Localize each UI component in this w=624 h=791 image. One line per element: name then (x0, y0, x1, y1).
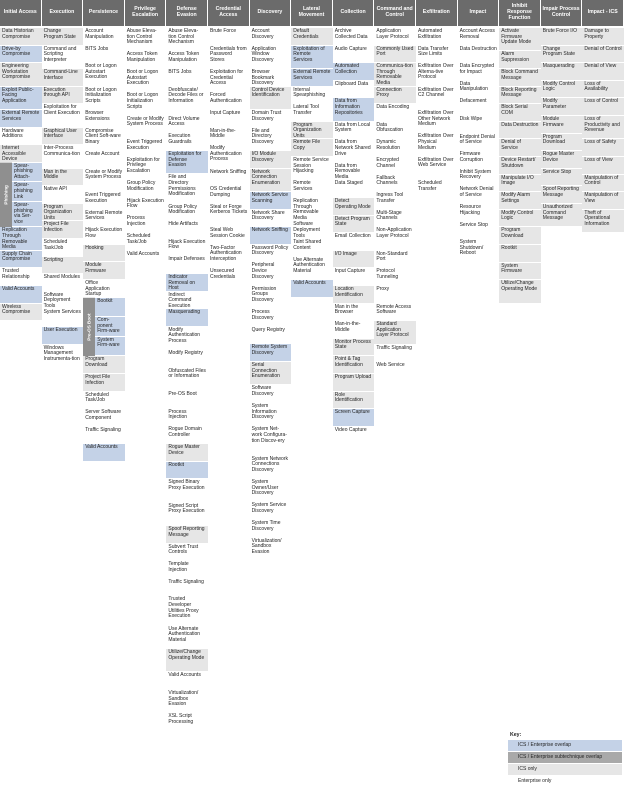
subtechnique-group-phishing: Phishing (0, 163, 12, 228)
technique-boot-or-logon-initialization-scripts: Boot or Logon Initialization Scripts (125, 92, 167, 115)
technique-domain-trust-discovery: Domain Trust Discovery (250, 110, 292, 128)
technique-use-alternate-authentication-material: Use Alternate Authentication Material (291, 257, 333, 280)
technique-hardware-additions: Hardware Additions (0, 128, 42, 146)
technique-bootkit: Bootkit (95, 298, 125, 318)
technique-data-from-information-repositories: Data from Information Repositories (333, 98, 375, 121)
technique-resource-hijacking: Resource Hijacking (458, 204, 500, 222)
technique-data-manipulation: Data Manipulation (458, 81, 500, 99)
technique-valid-accounts: Valid Accounts (125, 251, 167, 269)
technique-valid-accounts: Valid Accounts (166, 672, 208, 690)
technique-exfiltration-over-web-service: Exfiltration Over Web Service (416, 157, 458, 180)
technique-data-staged: Data Staged (333, 180, 375, 198)
technique-module-firmware: Module Firmware (541, 116, 583, 134)
technique-unsecured-credentials: Unsecured Credentials (208, 268, 250, 286)
technique-browser-extensions: Browser Extensions (83, 110, 125, 128)
technique-virtualization-sandbox-evasion: Virtualization/ Sandbox Evasion (250, 538, 292, 561)
technique-fallback-channels: Fallback Channels (374, 175, 416, 193)
technique-loss-of-control: Loss of Control (582, 98, 624, 116)
technique-software-deployment-tools: Software Deployment Tools (42, 292, 84, 310)
technique-replication-through-removable-media: Replication Through Removable Media (0, 227, 42, 250)
technique-command-line-interface: Command-Line Interface (42, 69, 84, 87)
technique-modify-alarm-settings: Modify Alarm Settings (499, 192, 541, 210)
technique-serial-connection-enumeration: Serial Connection Enumeration (250, 362, 292, 385)
technique-bits-jobs: BITS Jobs (83, 46, 125, 64)
technique-abuse-eleva-tion-control-mechanism: Abuse Eleva-tion Control Mechanism (166, 28, 208, 51)
technique-boot-or-logon-autostart-execution: Boot or Logon Autostart Execution (83, 63, 125, 86)
technique-denial-of-view: Denial of View (582, 63, 624, 81)
technique-program-organization-units: Program Organization Units (291, 122, 333, 140)
technique-masquerading: Masquerading (541, 63, 583, 81)
technique-lateral-tool-transfer: Lateral Tool Transfer (291, 104, 333, 122)
technique-screen-capture: Screen Capture (333, 409, 375, 427)
technique-hooking: Hooking (83, 245, 125, 263)
technique-exploit-public-facing-application: Exploit Public-Facing Application (0, 87, 42, 110)
technique-com-ponent-firm-ware: Com-ponent Firm-ware (95, 317, 125, 337)
technique-detect-program-state: Detect Program State (333, 216, 375, 234)
technique-default-credentials: Default Credentials (291, 28, 333, 46)
technique-man-in-the-middle: Man-in-the-Middle (208, 128, 250, 146)
technique-change-program-state: Change Program State (541, 46, 583, 64)
technique-device-restart-shutdown: Device Restart/ Shutdown (499, 157, 541, 175)
technique-virtualization-sandbox-evasion: Virtualization/ Sandbox Evasion (166, 690, 208, 713)
technique-hijack-execution-flow: Hijack Execution Flow (83, 227, 125, 245)
technique-application-layer-protocol: Application Layer Protocol (374, 28, 416, 46)
technique-execution-guardrails: Execution Guardrails (166, 133, 208, 151)
technique-monitor-process-state: Monitor Process State (333, 339, 375, 357)
technique-inhibit-system-recovery: Inhibit System Recovery (458, 169, 500, 187)
technique-rootkit: Rootkit (499, 245, 541, 263)
technique-xsl-script-processing: XSL Script Processing (166, 713, 208, 731)
column-header-collection: Collection (333, 0, 375, 26)
technique-external-remote-services: External Remote Services (0, 110, 42, 128)
technique-subvert-trust-controls: Subvert Trust Controls (166, 544, 208, 562)
technique-network-connection-enumeration: Network Connection Enumeration (250, 169, 292, 192)
technique-system-information-discovery: System Information Discovery (250, 403, 292, 426)
technique-template-injection: Template Injection (166, 561, 208, 579)
technique-exploitation-for-credential-access: Exploitation for Credential Access (208, 69, 250, 92)
technique-audio-capture: Audio Capture (333, 46, 375, 64)
technique-forced-authentication: Forced Authentication (208, 92, 250, 110)
technique-inter-process-communica-tion: Inter-Process Communica-tion (42, 145, 84, 168)
technique-data-encoding: Data Encoding (374, 104, 416, 122)
technique-web-service: Web Service (374, 362, 416, 380)
technique-boot-or-logon-autostart-execution: Boot or Logon Autostart Execution (125, 69, 167, 92)
technique-create-account: Create Account (83, 151, 125, 169)
technique-network-sniffing: Network Sniffing (208, 169, 250, 187)
technique-spoof-reporting-message: Spoof Reporting Message (166, 526, 208, 544)
technique-scheduled-task-job: Scheduled Task/Job (125, 233, 167, 251)
technique-account-discovery: Account Discovery (250, 28, 292, 46)
technique-software-deployment-tools: Software Deployment Tools (291, 221, 333, 239)
technique-exploitation-for-defense-evasion: Exploitation for Defense Evasion (166, 151, 208, 174)
technique-modify-authentication-process: Modify Authentication Process (208, 145, 250, 168)
technique-pre-os-boot: Pre-OS Boot (166, 391, 208, 409)
technique-exfiltration-over-alterna-tive-protocol: Exfiltration Over Alterna-tive Protocol (416, 63, 458, 86)
column-header-persistence: Persistence (83, 0, 125, 26)
technique-rogue-master-device: Rogue Master Device (166, 444, 208, 462)
technique-brute-force-i-o: Brute Force I/O (541, 28, 583, 46)
technique-internet-accessible-device: Internet Accessible Device (0, 145, 42, 163)
technique-program-download: Program Download (541, 134, 583, 152)
technique-standard-application-layer-protocol: Standard Application Layer Protocol (374, 321, 416, 344)
technique-group-policy-modification: Group Policy Modification (166, 204, 208, 222)
technique-scheduled-task-job: Scheduled Task/Job (42, 239, 84, 257)
legend-item-ics-only: ICS only (508, 764, 622, 775)
technique-scheduled-task-job: Scheduled Task/Job (83, 392, 125, 410)
technique-project-file-infection: Project File Infection (42, 221, 84, 239)
technique-data-encrypted-for-impact: Data Encrypted for Impact (458, 63, 500, 81)
technique-native-api: Native API (42, 186, 84, 204)
technique-exfiltration-over-c2-channel: Exfiltration Over C2 Channel (416, 87, 458, 110)
technique-steal-or-forge-kerberos-tickets: Steal or Forge Kerberos Tickets (208, 204, 250, 227)
technique-hijack-execution-flow: Hijack Execution Flow (166, 239, 208, 257)
technique-brute-force: Brute Force (208, 28, 250, 46)
technique-abuse-eleva-tion-control-mechanism: Abuse Eleva-tion Control Mechanism (125, 28, 167, 51)
technique-remote-service-session-hijacking: Remote Service Session Hijacking (291, 157, 333, 180)
technique-traffic-signaling: Traffic Signaling (83, 427, 125, 445)
technique-system-services: System Services (42, 309, 84, 327)
technique-remote-file-copy: Remote File Copy (291, 139, 333, 157)
technique-system-time-discovery: System Time Discovery (250, 520, 292, 538)
technique-alarm-suppression: Alarm Suppression (499, 51, 541, 69)
technique-system-firm-ware: System Firm-ware (95, 337, 125, 357)
technique-detect-operating-mode: Detect Operating Mode (333, 198, 375, 216)
technique-system-network-connections-discovery: System Network Connections Discovery (250, 456, 292, 479)
technique-event-triggered-execution: Event Triggered Execution (125, 139, 167, 157)
technique-dynamic-resolution: Dynamic Resolution (374, 139, 416, 157)
column-header-inhibit-response-function: Inhibit Response Function (499, 0, 541, 26)
technique-trusted-relationship: Trusted Relationship (0, 268, 42, 286)
technique-process-injection: Process Injection (125, 215, 167, 233)
technique-point-tag-identification: Point & Tag Identification (333, 356, 375, 374)
technique-activate-firmware-update-mode: Activate Firmware Update Mode (499, 28, 541, 51)
technique-program-download: Program Download (499, 227, 541, 245)
technique-supply-chain-compromise: Supply Chain Compromise (0, 251, 42, 269)
technique-process-discovery: Process Discovery (250, 309, 292, 327)
technique-software-discovery: Software Discovery (250, 385, 292, 403)
technique-trusted-developer-utilities-proxy-execution: Trusted Developer Utilities Proxy Execution (166, 596, 208, 625)
technique-bits-jobs: BITS Jobs (166, 69, 208, 87)
technique-input-capture: Input Capture (333, 268, 375, 286)
technique-i-o-image: I/O Image (333, 251, 375, 269)
technique-user-execution: User Execution (42, 327, 84, 345)
technique-file-and-directory-discovery: File and Directory Discovery (250, 128, 292, 151)
legend-item-enterprise-only: Enterprise only (508, 776, 622, 787)
technique-utilize-change-operating-mode: Utilize/Change Operating Mode (499, 280, 541, 303)
technique-network-service-scanning: Network Service Scanning (250, 192, 292, 210)
technique-modify-registry: Modify Registry (166, 350, 208, 368)
technique-proxy: Proxy (374, 286, 416, 304)
technique-system-firmware: System Firmware (499, 263, 541, 281)
technique-direct-volume-access: Direct Volume Access (166, 116, 208, 134)
technique-data-transfer-size-limits: Data Transfer Size Limits (416, 46, 458, 64)
technique-spear-phishing-link: Spear-phishing Link (12, 182, 42, 202)
column-header-impact: Impact (458, 0, 500, 26)
technique-spear-phishing-via-ser-vice: Spear-phishing via Ser-vice (12, 202, 42, 227)
technique-steal-web-session-cookie: Steal Web Session Cookie (208, 227, 250, 245)
technique-spear-phishing-attach-ment: Spear-phishing Attach- (12, 163, 42, 183)
column-header-execution: Execution (42, 0, 84, 26)
technique-external-remote-services: External Remote Services (83, 210, 125, 228)
legend-item-subtechnique-overlap: ICS / Enterprise subtechnique overlap (508, 752, 622, 763)
technique-communica-tion-through-removable-media: Communica-tion Through Removable Media (374, 63, 416, 86)
technique-service-stop: Service Stop (541, 169, 583, 187)
technique-block-reporting-message: Block Reporting Message (499, 87, 541, 105)
technique-boot-or-logon-initialization-scripts: Boot or Logon Initialization Scripts (83, 87, 125, 110)
technique-change-program-state: Change Program State (42, 28, 84, 46)
technique-protocol-tunneling: Protocol Tunneling (374, 268, 416, 286)
technique-commonly-used-port: Commonly Used Port (374, 46, 416, 64)
technique-impair-defenses: Impair Defenses (166, 256, 208, 274)
technique-permission-groups-discovery: Permission Groups Discovery (250, 286, 292, 309)
technique-process-injection: Process Injection (166, 409, 208, 427)
technique-modify-control-logic: Modify Control Logic (541, 81, 583, 99)
technique-hide-artifacts: Hide Artifacts (166, 221, 208, 239)
technique-input-capture: Input Capture (208, 110, 250, 128)
technique-clipboard-data: Clipboard Data (333, 81, 375, 99)
column-header-impact-ics: Impact - ICS (582, 0, 624, 26)
technique-archive-collected-data: Archive Collected Data (333, 28, 375, 46)
technique-automated-exfiltration: Automated Exfiltration (416, 28, 458, 46)
technique-exploitation-for-client-execution: Exploitation for Client Execution (42, 104, 84, 127)
technique-network-share-discovery: Network Share Discovery (250, 210, 292, 228)
technique-damage-to-property: Damage to Property (582, 28, 624, 46)
technique-theft-of-operational-information: Theft of Operational Information (582, 210, 624, 233)
technique-access-token-manipulation: Access Token Manipulation (125, 51, 167, 69)
technique-indirect-command-execution: Indirect Command Execution (166, 292, 208, 310)
technique-execution-through-api: Execution through API (42, 87, 84, 105)
technique-compromise-client-soft-ware-binary: Compromise Client Soft-ware Binary (83, 128, 125, 151)
technique-account-manipulation: Account Manipulation (83, 28, 125, 46)
technique-traffic-signaling: Traffic Signaling (166, 579, 208, 597)
technique-replication-through-removable-media: Replication Through Removable Media (291, 198, 333, 221)
technique-program-download: Program Download (83, 356, 125, 374)
technique-spoof-reporting-message: Spoof Reporting Message (541, 186, 583, 204)
technique-encrypted-channel: Encrypted Channel (374, 157, 416, 175)
technique-obfuscated-files-or-information: Obfuscated Files or Information (166, 368, 208, 391)
technique-loss-of-productivity-and-revenue: Loss of Productivity and Revenue (582, 116, 624, 139)
technique-modify-parameter: Modify Parameter (541, 98, 583, 116)
technique-exploitation-for-privilege-escalation: Exploitation for Privilege Escalation (125, 157, 167, 180)
legend-item-overlap: ICS / Enterprise overlap (508, 740, 622, 751)
technique-endpoint-denial-of-service: Endpoint Denial of Service (458, 134, 500, 152)
technique-remote-services: Remote Services (291, 180, 333, 198)
technique-query-registry: Query Registry (250, 327, 292, 345)
column-header-defense-evasion: Defense Evasion (166, 0, 208, 26)
technique-project-file-infection: Project File Infection (83, 374, 125, 392)
technique-valid-accounts: Valid Accounts (291, 280, 333, 298)
technique-rootkit: Rootkit (166, 462, 208, 480)
technique-deobfuscate-decode-files-or-information: Deobfuscate/ Decode Files or Information (166, 87, 208, 116)
technique-hijack-execution-flow: Hijack Execution Flow (125, 198, 167, 216)
technique-program-organization-units: Program Organization Units (42, 204, 84, 222)
legend-title: Key: (510, 732, 522, 738)
technique-firmware-corruption: Firmware Corruption (458, 151, 500, 169)
technique-loss-of-safety: Loss of Safety (582, 139, 624, 157)
technique-wireless-compromise: Wireless Compromise (0, 304, 42, 322)
technique-man-in-the-middle: Man-in-the-Middle (333, 321, 375, 339)
technique-scripting: Scripting (42, 257, 84, 275)
technique-role-identification: Role Identification (333, 392, 375, 410)
technique-office-application-startup: Office Application Startup (83, 280, 125, 298)
technique-modify-authentication-process: Modify Authentication Process (166, 327, 208, 350)
technique-block-command-message: Block Command Message (499, 69, 541, 87)
technique-system-owner-user-discovery: System Owner/User Discovery (250, 479, 292, 502)
technique-automated-collection: Automated Collection (333, 63, 375, 81)
technique-application-window-discovery: Application Window Discovery (250, 46, 292, 69)
technique-data-destruction: Data Destruction (458, 46, 500, 64)
column-header-privilege-escalation: Privilege Escalation (125, 0, 167, 26)
technique-block-serial-com: Block Serial COM (499, 104, 541, 122)
technique-peripheral-device-discovery: Peripheral Device Discovery (250, 262, 292, 285)
technique-system-net-work-configura-tion-discov-ery: System Net-work Configura-tion Discov-ery (250, 426, 292, 455)
technique-event-triggered-execution: Event Triggered Execution (83, 192, 125, 210)
technique-group-policy-modification: Group Policy Modification (125, 180, 167, 198)
technique-man-in-the-browser: Man in the Browser (333, 304, 375, 322)
column-header-discovery: Discovery (250, 0, 292, 26)
technique-non-standard-port: Non-Standard Port (374, 251, 416, 269)
technique-indicator-removal-on-host: Indicator Removal on Host (166, 274, 208, 292)
technique-video-capture: Video Capture (333, 427, 375, 445)
technique-ingress-tool-transfer: Ingress Tool Transfer (374, 192, 416, 210)
technique-two-factor-authentication-interception: Two-Factor Authentication Interception (208, 245, 250, 268)
technique-manipulation-of-view: Manipulation of View (582, 192, 624, 210)
technique-loss-of-view: Loss of View (582, 157, 624, 175)
technique-taint-shared-content: Taint Shared Content (291, 239, 333, 257)
technique-remote-access-software: Remote Access Software (374, 304, 416, 322)
technique-non-application-layer-protocol: Non-Application Layer Protocol (374, 227, 416, 250)
technique-data-from-local-system: Data from Local System (333, 122, 375, 140)
technique-network-sniffing: Network Sniffing (250, 227, 292, 245)
technique-exfiltration-over-other-network-medium: Exfiltration Over Other Network Medium (416, 110, 458, 133)
technique-server-software-component: Server Software Component (83, 409, 125, 427)
technique-drive-by-compromise: Drive-by Compromise (0, 46, 42, 64)
technique-signed-binary-proxy-execution: Signed Binary Proxy Execution (166, 479, 208, 502)
technique-data-obfuscation: Data Obfuscation (374, 122, 416, 140)
technique-graphical-user-interface: Graphical User Interface (42, 128, 84, 146)
technique-module-firmware: Module Firmware (83, 262, 125, 280)
technique-credentials-from-password-stores: Credentials from Password Stores (208, 46, 250, 69)
technique-valid-accounts: Valid Accounts (0, 286, 42, 304)
technique-defacement: Defacement (458, 98, 500, 116)
technique-browser-bookmark-discovery: Browser Bookmark Discovery (250, 69, 292, 87)
technique-disk-wipe: Disk Wipe (458, 116, 500, 134)
technique-modify-control-logic: Modify Control Logic (499, 210, 541, 228)
technique-shared-modules: Shared Modules (42, 274, 84, 292)
technique-network-denial-of-service: Network Denial of Service (458, 186, 500, 204)
technique-data-destruction: Data Destruction (499, 122, 541, 140)
technique-file-and-directory-permissions-modification: File and Directory Permissions Modification (166, 174, 208, 203)
technique-exploitation-of-remote-services: Exploitation of Remote Services (291, 46, 333, 69)
column-header-credential-access: Credential Access (208, 0, 250, 26)
technique-password-policy-discovery: Password Policy Discovery (250, 245, 292, 263)
technique-i-o-module-discovery: I/O Module Discovery (250, 151, 292, 169)
technique-multi-stage-channels: Multi-Stage Channels (374, 210, 416, 228)
technique-data-from-removable-media: Data from Removable Media (333, 163, 375, 181)
technique-remote-system-discovery: Remote System Discovery (250, 344, 292, 362)
technique-manipulate-i-o-image: Manipulate I/O Image (499, 175, 541, 193)
technique-use-alternate-authentication-material: Use Alternate Authentication Material (166, 626, 208, 649)
column-header-impair-process-control: Impair Process Control (541, 0, 583, 26)
technique-loss-of-availability: Loss of Availability (582, 81, 624, 99)
technique-valid-accounts: Valid Accounts (83, 444, 125, 462)
technique-signed-script-proxy-execution: Signed Script Proxy Execution (166, 503, 208, 526)
technique-connection-proxy: Connection Proxy (374, 87, 416, 105)
technique-rogue-master-device: Rogue Master Device (541, 151, 583, 169)
legend (508, 731, 622, 787)
technique-data-from-network-shared-drive: Data from Network Shared Drive (333, 139, 375, 162)
technique-location-identification: Location Identification (333, 286, 375, 304)
technique-denial-of-service: Denial of Service (499, 139, 541, 157)
technique-windows-management-instrumenta-tion: Windows Management Instrumenta-tion (42, 345, 84, 368)
technique-os-credential-dumping: OS Credential Dumping (208, 186, 250, 204)
technique-man-in-the-middle: Man in the Middle (42, 169, 84, 187)
technique-utilize-change-operating-mode: Utilize/Change Operating Mode (166, 649, 208, 672)
technique-exfiltration-over-physical-medium: Exfiltration Over Physical Medium (416, 133, 458, 156)
technique-service-stop: Service Stop (458, 222, 500, 240)
technique-engineering-workstation-compromise: Engineering Workstation Compromise (0, 63, 42, 86)
technique-external-remote-services: External Remote Services (291, 69, 333, 87)
technique-masquerading: Masquerading (166, 309, 208, 327)
column-header-exfiltration: Exfiltration (416, 0, 458, 26)
technique-scheduled-transfer: Scheduled Transfer (416, 180, 458, 198)
technique-manipulation-of-control: Manipulation of Control (582, 175, 624, 193)
technique-command-and-scripting-interpreter: Command and Scripting Interpreter (42, 46, 84, 69)
technique-system-shutdown-reboot: System Shutdown/ Reboot (458, 239, 500, 257)
technique-program-upload: Program Upload (333, 374, 375, 392)
column-header-initial-access: Initial Access (0, 0, 42, 26)
technique-access-token-manipulation: Access Token Manipulation (166, 51, 208, 69)
technique-rogue-domain-controller: Rogue Domain Controller (166, 426, 208, 444)
technique-data-historian-compromise: Data Historian Compromise (0, 28, 42, 46)
column-header-lateral-movement: Lateral Movement (291, 0, 333, 26)
technique-internal-spearphishing: Internal Spearphishing (291, 87, 333, 105)
technique-account-access-removal: Account Access Removal (458, 28, 500, 46)
technique-system-service-discovery: System Service Discovery (250, 502, 292, 520)
column-header-command-and-control: Command and Control (374, 0, 416, 26)
technique-create-or-modify-system-process: Create or Modify System Process (125, 116, 167, 139)
technique-email-collection: Email Collection (333, 233, 375, 251)
technique-traffic-signaling: Traffic Signaling (374, 345, 416, 363)
technique-unauthorized-command-message: Unauthorized Command Message (541, 204, 583, 227)
technique-create-or-modify-system-process: Create or Modify System Process (83, 169, 125, 192)
technique-denial-of-control: Denial of Control (582, 46, 624, 64)
subtechnique-group-pre-os-boot: Pre-OS Boot (83, 298, 95, 357)
technique-control-device-identification: Control Device Identification (250, 87, 292, 110)
